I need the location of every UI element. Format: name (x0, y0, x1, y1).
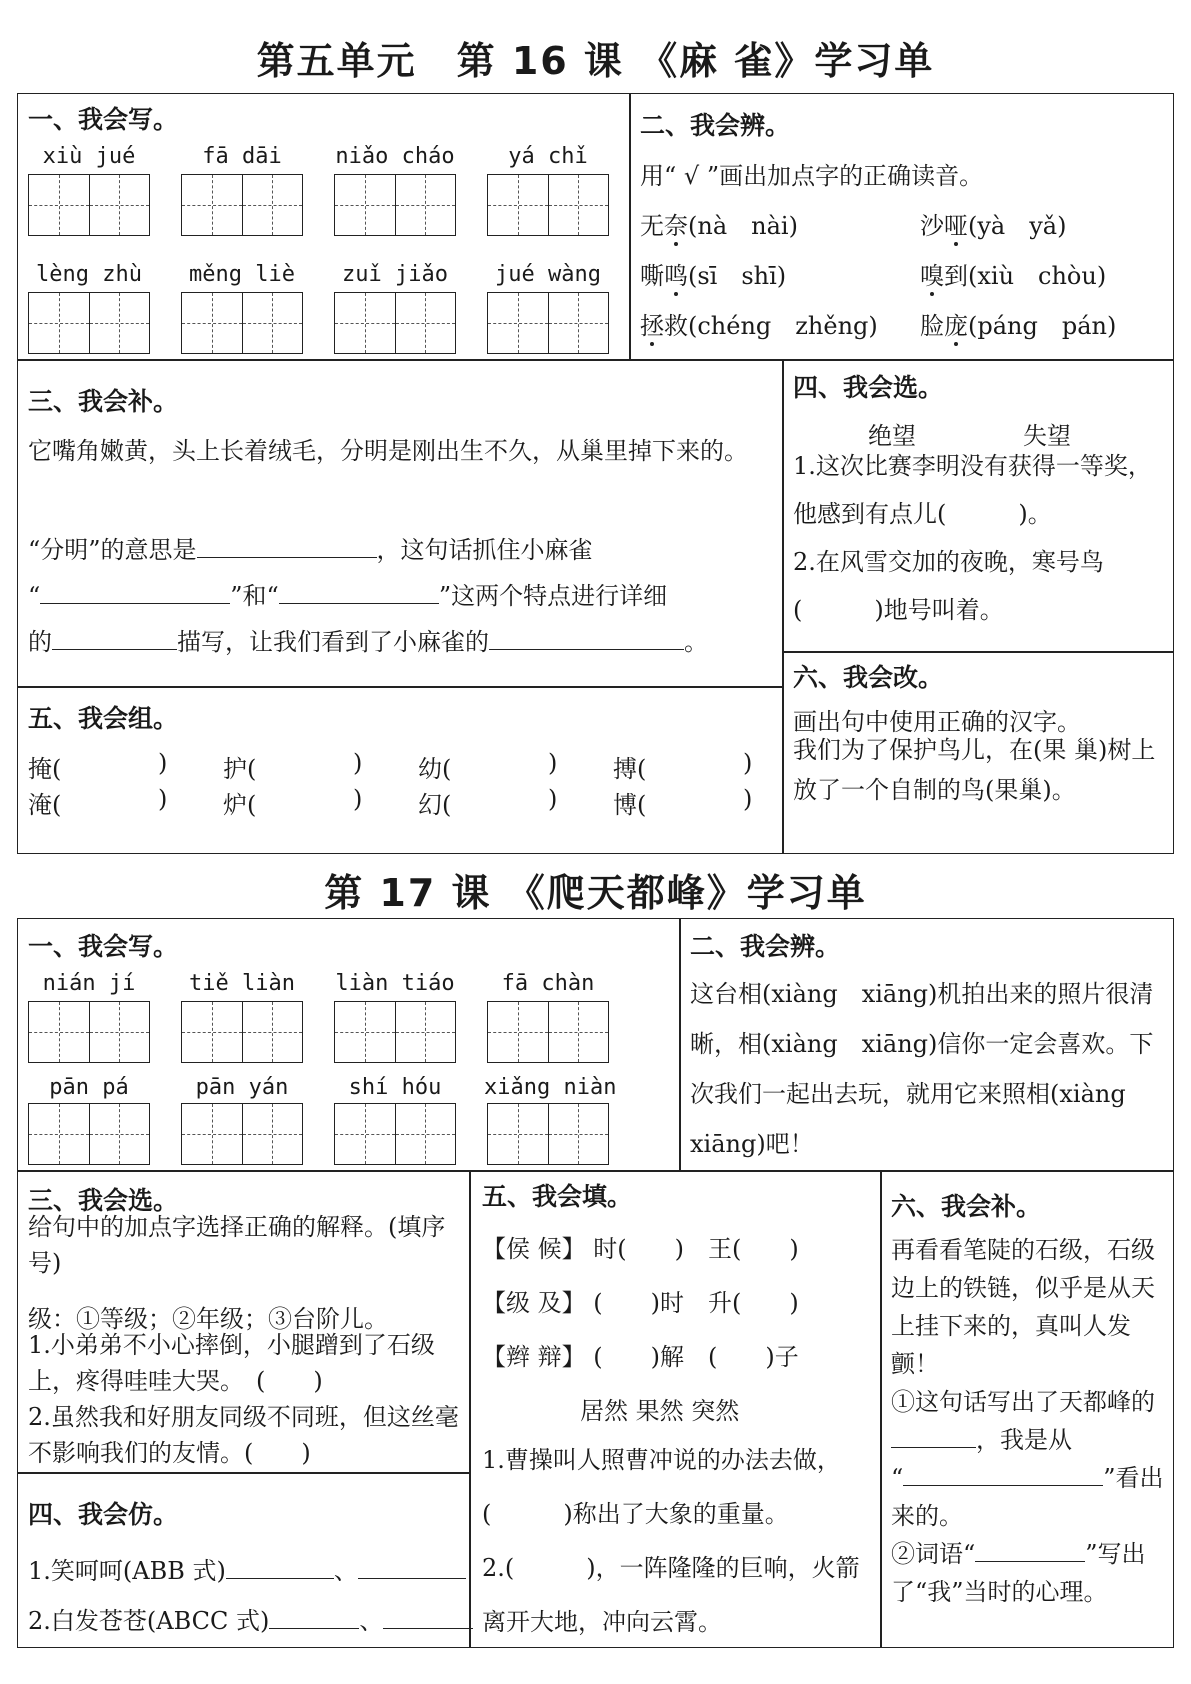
pinyin: tiě liàn (189, 971, 295, 996)
l16-correct-section (782, 651, 1174, 854)
fill-row[interactable]: 【辫 辩】 ( )解 ( )子 (482, 1343, 799, 1371)
compose-item[interactable]: 幼( (418, 755, 452, 783)
reading-item[interactable]: 嘶鸣(sī shī) (640, 262, 787, 290)
l17-complete-section (880, 1170, 1174, 1648)
writing-grid[interactable] (181, 292, 303, 354)
answer-blank[interactable] (197, 533, 377, 558)
pinyin: zuǐ jiǎo (342, 262, 448, 287)
fill-row[interactable]: 【侯 候】 时( ) 王( ) (482, 1235, 799, 1263)
instruction: 给句中的加点字选择正确的解释。(填序号) (28, 1213, 446, 1277)
writing-grid[interactable] (28, 1001, 150, 1063)
word-option: 绝望 (868, 422, 916, 450)
pinyin: niǎo cháo (335, 144, 455, 169)
writing-grid[interactable] (28, 1103, 150, 1165)
section-heading: 三、我会选。 (28, 1186, 179, 1215)
section-heading: 二、我会辨。 (690, 932, 841, 961)
pinyin: pān yán (195, 1075, 289, 1100)
instruction: 用“ √ ”画出加点字的正确读音。 (640, 162, 984, 190)
section-heading: 三、我会补。 (28, 387, 179, 416)
fill-line: 的 描写，让我们看到了小麻雀的 。 (28, 622, 708, 657)
fill-line: “分明”的意思是 ，这句话抓住小麻雀 (28, 530, 593, 565)
compose-item[interactable]: 护( (223, 755, 257, 783)
answer-blank[interactable] (40, 579, 230, 604)
fill-line: ②词语“ ”写出了“我”当时的心理。 (891, 1535, 1166, 1611)
lesson16-title: 第五单元 第 16 课 《麻 雀》学习单 (256, 39, 935, 83)
reading-item[interactable]: 无奈(nà nài) (640, 212, 798, 240)
compose-item[interactable]: 掩( (28, 755, 62, 783)
answer-blank[interactable] (891, 1423, 976, 1448)
answer-blank[interactable] (383, 1604, 473, 1629)
passage: 这台相(xiàng xiāng)机拍出来的照片很清晰，相(xiàng xiāng)信你一定会喜欢。下次我们一起出去玩，就用它来照相(xiàng xiāng)吧！ (690, 980, 1154, 1158)
l17-write-section (17, 918, 681, 1172)
compose-close: ) (353, 749, 363, 777)
pinyin: shí hóu (348, 1075, 442, 1100)
compose-close: ) (158, 749, 168, 777)
compose-item[interactable]: 搏( (613, 755, 647, 783)
l17-choose-section (17, 1170, 471, 1474)
section-heading: 二、我会辨。 (640, 111, 791, 140)
writing-grid[interactable] (181, 1103, 303, 1165)
writing-grid[interactable] (181, 174, 303, 236)
compose-item[interactable]: 炉( (223, 791, 257, 819)
pinyin: pān pá (49, 1075, 129, 1100)
section-heading: 四、我会选。 (793, 373, 944, 402)
question: 2.在风雪交加的夜晚，寒号鸟( )地号叫着。 (793, 548, 1104, 624)
pinyin: jué wàng (495, 262, 601, 287)
writing-grid[interactable] (487, 1103, 609, 1165)
writing-grid[interactable] (28, 174, 150, 236)
compose-close: ) (743, 785, 753, 813)
answer-blank[interactable] (903, 1461, 1103, 1486)
reading-item[interactable]: 脸庞(páng pán) (920, 312, 1117, 340)
reading-item[interactable]: 嗅到(xiù chòu) (920, 262, 1107, 290)
word-options: 居然 果然 突然 (580, 1397, 740, 1425)
writing-grid[interactable] (487, 174, 609, 236)
writing-grid[interactable] (181, 1001, 303, 1063)
pinyin: liàn tiáo (335, 971, 455, 996)
l16-choose-section (782, 359, 1174, 653)
pinyin: nián jí (42, 971, 136, 996)
pinyin: xiù jué (42, 144, 136, 169)
writing-grid[interactable] (28, 292, 150, 354)
section-heading: 四、我会仿。 (28, 1500, 179, 1529)
answer-blank[interactable] (489, 625, 684, 650)
answer-blank[interactable] (269, 1604, 359, 1629)
definition: 级：①等级；②年级；③台阶儿。 (28, 1305, 388, 1333)
compose-close: ) (158, 785, 168, 813)
question: 1.这次比赛李明没有获得一等奖，他感到有点儿( )。 (793, 452, 1152, 528)
fill-line: ①这句话写出了天都峰的，我是从 “ ”看出来的。 (891, 1388, 1164, 1530)
section-heading: 六、我会补。 (891, 1192, 1042, 1221)
pinyin: lèng zhù (36, 262, 142, 287)
answer-blank[interactable] (975, 1537, 1085, 1562)
writing-grid[interactable] (334, 1103, 456, 1165)
section-heading: 五、我会填。 (482, 1182, 633, 1211)
question: 2.( )，一阵隆隆的巨响，火箭离开大地，冲向云霄。 (482, 1554, 860, 1636)
writing-grid[interactable] (487, 292, 609, 354)
reading-item[interactable]: 拯救(chéng zhěng) (640, 312, 878, 340)
l17-fill-section (469, 1170, 882, 1648)
compose-close: ) (548, 749, 558, 777)
l17-imitate-section (17, 1472, 471, 1648)
fill-row[interactable]: 【级 及】 ( )时 升( ) (482, 1289, 799, 1317)
reading-item[interactable]: 沙哑(yà yǎ) (920, 212, 1067, 240)
question: 1.小弟弟不小心摔倒，小腿蹭到了石级上，疼得哇哇大哭。 ( ) (28, 1331, 435, 1395)
compose-item[interactable]: 幻( (418, 791, 452, 819)
l17-distinguish-section (679, 918, 1174, 1172)
pinyin: fā chàn (501, 971, 595, 996)
compose-item[interactable]: 淹( (28, 791, 62, 819)
l16-write-section (17, 93, 631, 361)
l16-complete-section (17, 359, 784, 688)
answer-blank[interactable] (358, 1554, 466, 1579)
quote-text: 它嘴角嫩黄，头上长着绒毛，分明是刚出生不久，从巢里掉下来的。 (28, 437, 748, 465)
pinyin: xiǎng niàn (484, 1075, 617, 1100)
lesson17-title: 第 17 课 《爬天都峰》学习单 (324, 871, 867, 915)
quote-text: 再看看笔陡的石级，石级边上的铁链，似乎是从天上挂下来的，真叫人发颤！ (891, 1236, 1155, 1378)
fill-line: “ ”和“ ”这两个特点进行详细 (28, 576, 667, 611)
section-heading: 六、我会改。 (793, 663, 944, 692)
compose-close: ) (743, 749, 753, 777)
writing-grid[interactable] (334, 292, 456, 354)
writing-grid[interactable] (487, 1001, 609, 1063)
l16-compose-section (17, 686, 784, 854)
section-heading: 一、我会写。 (28, 105, 179, 134)
question: 2.虽然我和好朋友同级不同班，但这丝毫不影响我们的友情。( ) (28, 1403, 459, 1467)
imitate-line: 2.白发苍苍(ABCC 式) 、 (28, 1601, 473, 1636)
pinyin: fā dāi (202, 144, 282, 169)
word-option: 失望 (1023, 422, 1071, 450)
section-heading: 五、我会组。 (28, 704, 179, 733)
compose-close: ) (548, 785, 558, 813)
sentence: 我们为了保护鸟儿，在(果 巢)树上放了一个自制的鸟(果巢)。 (793, 736, 1156, 804)
answer-blank[interactable] (52, 625, 177, 650)
l16-distinguish-section (629, 93, 1174, 361)
section-heading: 一、我会写。 (28, 932, 179, 961)
question: 1.曹操叫人照曹冲说的办法去做，( )称出了大象的重量。 (482, 1446, 841, 1528)
instruction: 画出句中使用正确的汉字。 (793, 708, 1081, 736)
imitate-line: 1.笑呵呵(ABB 式) 、 (28, 1551, 466, 1586)
compose-close: ) (353, 785, 363, 813)
writing-grid[interactable] (334, 174, 456, 236)
compose-item[interactable]: 博( (613, 791, 647, 819)
pinyin: měng liè (189, 262, 295, 287)
writing-grid[interactable] (334, 1001, 456, 1063)
answer-blank[interactable] (226, 1554, 334, 1579)
pinyin: yá chǐ (508, 144, 588, 169)
answer-blank[interactable] (279, 579, 439, 604)
